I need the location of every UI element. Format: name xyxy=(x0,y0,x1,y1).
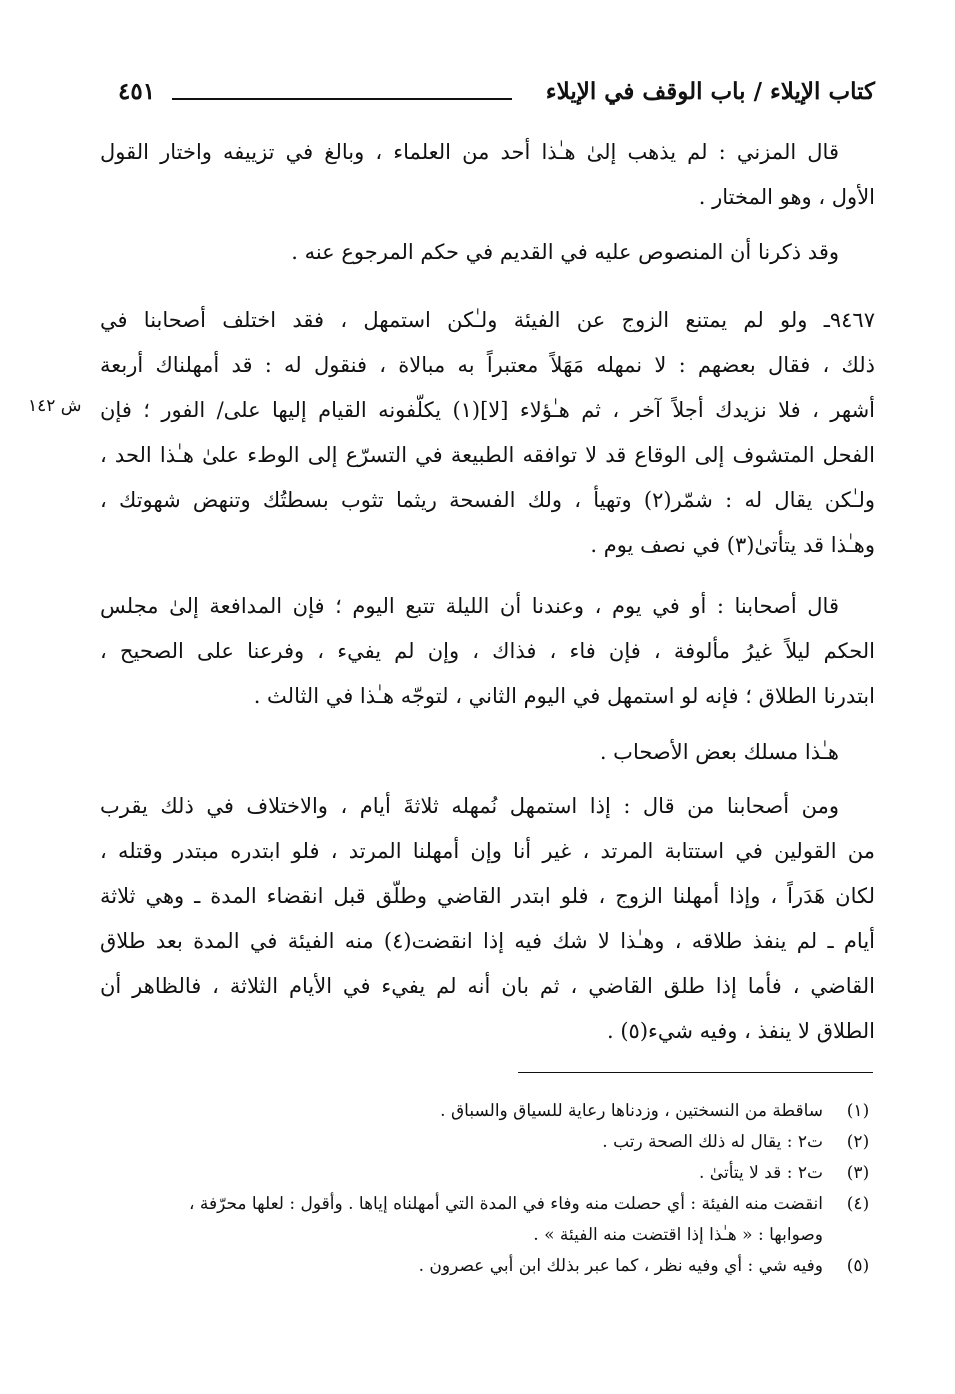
text-line: ٩٤٦٧ـ ولو لم يمتنع الزوج عن الفيئة ولـٰكن استمهل ، فقد اختلف أصحابنا في xyxy=(100,308,875,332)
text-line: من القولين في استتابة المرتد ، غير أنا وإن أمهلنا المرتد ، فلو ابتدره مبتدر وقتله ، xyxy=(100,839,875,863)
footnote xyxy=(100,1158,875,1189)
footnote-number: (٤) xyxy=(846,1194,870,1214)
footnote-number: (٢) xyxy=(846,1132,870,1152)
paragraph-2 xyxy=(100,230,875,275)
footnote-text-continued: وصوابها : « هـٰذا إذا اقتضت منه الفيئة » . xyxy=(533,1225,823,1245)
page-header xyxy=(100,74,875,120)
text-line: ابتدرنا الطلاق ؛ فإنه لو استمهل في اليوم الثاني ، لتوجّه هـٰذا في الثالث . xyxy=(253,684,875,708)
footnote xyxy=(100,1189,875,1251)
footnote-number: (١) xyxy=(846,1101,870,1121)
footnote-number: (٥) xyxy=(846,1256,870,1276)
footnote xyxy=(100,1127,875,1158)
text-line: أشهر ، فلا نزيدك أجلاً آخر ، ثم هـٰؤلاء [لا](١) يكلّفونه القيام إليها على/ الفور ؛ فإن xyxy=(100,398,875,422)
text-line: هـٰذا مسلك بعض الأصحاب . xyxy=(599,740,839,764)
footnote-text: ساقطة من النسختين ، وزدناها رعاية للسياق والسباق . xyxy=(440,1101,823,1121)
page-number: ٤٥١ xyxy=(118,78,156,105)
text-line: الطلاق لا ينفذ ، وفيه شيء(٥) . xyxy=(606,1019,875,1043)
text-line: قال أصحابنا : أو في يوم ، وعندنا أن الليلة تتبع اليوم ؛ فإن المدافعة إلىٰ مجلس xyxy=(100,594,839,618)
running-title: كتاب الإيلاء / باب الوقف في الإيلاء xyxy=(545,78,875,105)
paragraph-3 xyxy=(100,298,875,568)
footnote xyxy=(100,1096,875,1127)
header-rule xyxy=(172,98,512,100)
margin-note: ش ١٤٢ xyxy=(28,396,82,416)
text-line: لكان هَدَراً ، وإذا أمهلنا الزوج ، فلو ابتدر القاضي وطلّق قبل انقضاء المدة ـ وهي ثلاثة xyxy=(100,884,875,908)
text-line: ذلك ، فقال بعضهم : لا نمهله مَهَلاً معتبراً به مبالاة ، فنقول له : قد أمهلناك أربعة xyxy=(100,353,875,377)
text-line: وقد ذكرنا أن المنصوص عليه في القديم في حكم المرجوع عنه . xyxy=(291,240,839,264)
text-line: وهـٰذا قد يتأتىٰ(٣) في نصف يوم . xyxy=(590,533,875,557)
text-line: الحكم ليلاً غيرُ مألوفة ، فإن فاء ، فذاك ، وإن لم يفيء ، وفرعنا على الصحيح ، xyxy=(100,639,875,663)
paragraph-4 xyxy=(100,584,875,719)
footnote-text: ت٢ : قد لا يتأتىٰ . xyxy=(699,1163,823,1183)
text-line: قال المزني : لم يذهب إلىٰ هـٰذا أحد من العلماء ، وبالغ في تزييفه واختار القول xyxy=(100,140,839,164)
text-line: الأول ، وهو المختار . xyxy=(698,185,875,209)
footnote-text: انقضت منه الفيئة : أي حصلت منه وفاء في المدة التي أمهلناه إياها . وأقول : لعلها محرّفة ، xyxy=(188,1194,823,1214)
text-line: القاضي ، فأما إذا طلق القاضي ، ثم بان أنه لم يفيء في الأيام الثلاثة ، فالظاهر أن xyxy=(100,974,875,998)
footnote-rule xyxy=(518,1072,873,1073)
text-line: ومن أصحابنا من قال : إذا استمهل نُمهله ثلاثةَ أيام ، والاختلاف في ذلك يقرب xyxy=(100,794,839,818)
text-line: ولـٰكن يقال له : شمّر(٢) وتهيأ ، ولك الفسحة ريثما تثوب بسطتُك وتنهض شهوتك ، xyxy=(100,488,875,512)
footnotes xyxy=(100,1096,875,1282)
footnote-text: ت٢ : يقال له ذلك الصحة رتب . xyxy=(602,1132,823,1152)
paragraph-1 xyxy=(100,130,875,220)
text-line: أيام ـ لم ينفذ طلاقه ، وهـٰذا لا شك فيه إذا انقضت(٤) منه الفيئة في المدة بعد طلاق xyxy=(100,929,875,953)
footnote-number: (٣) xyxy=(846,1163,870,1183)
footnote xyxy=(100,1251,875,1282)
text-line: الفحل المتشوف إلى الوقاع قد لا توافقه الطبيعة في التسرّع إلى الوطء علىٰ هـٰذا الحد ، xyxy=(100,443,875,467)
paragraph-6 xyxy=(100,784,875,1054)
footnote-text: وفيه شي : أي وفيه نظر ، كما عبر بذلك ابن أبي عصرون . xyxy=(418,1256,823,1276)
paragraph-5 xyxy=(100,730,875,775)
